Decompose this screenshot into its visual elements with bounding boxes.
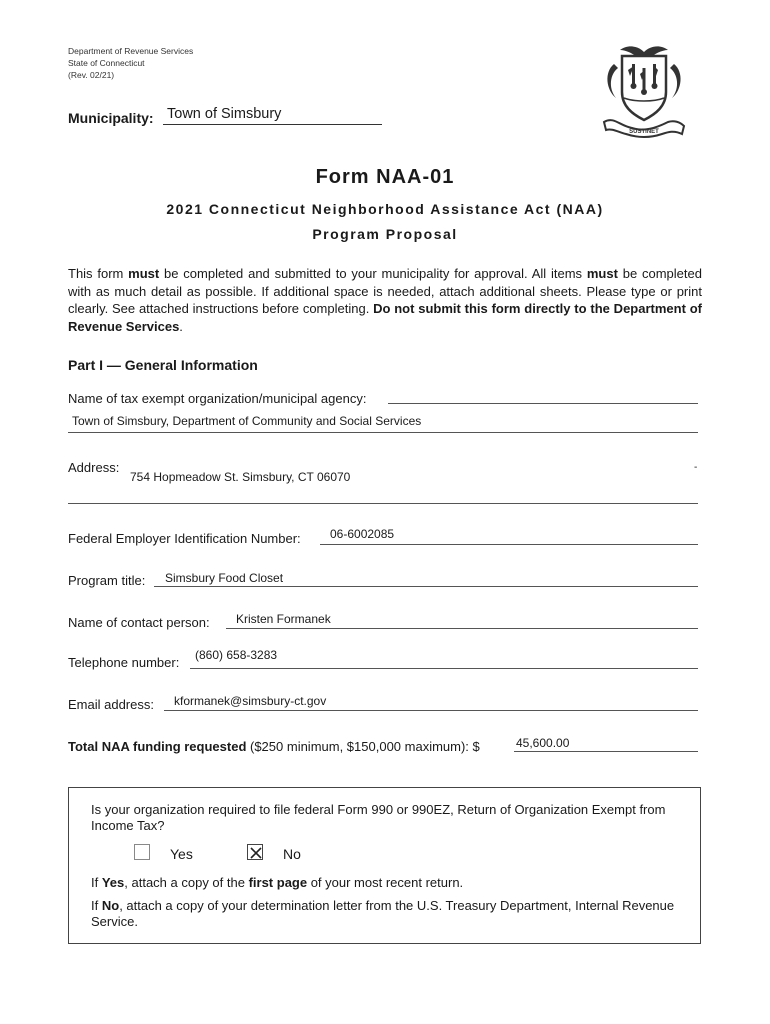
if-yes-pre: If — [91, 875, 102, 890]
funding-label-bold: Total NAA funding requested — [68, 739, 247, 754]
intro-paragraph — [68, 265, 702, 335]
municipality-label: Municipality: — [68, 110, 154, 126]
if-yes-instruction — [91, 875, 691, 891]
municipality-field[interactable]: Town of Simsbury — [167, 106, 282, 122]
contact-person-label: Name of contact person: — [68, 615, 210, 630]
agency-name: Department of Revenue Services — [68, 46, 194, 56]
fein-line — [320, 544, 698, 545]
program-title-field[interactable]: Simsbury Food Closet — [165, 571, 284, 585]
municipality-field-line — [163, 124, 382, 125]
yes-label: Yes — [170, 846, 193, 862]
fein-label: Federal Employer Identification Number: — [68, 531, 301, 546]
if-no-pre: If — [91, 898, 102, 913]
program-title-label: Program title: — [68, 573, 146, 588]
no-checkbox[interactable] — [247, 844, 263, 860]
if-no-bold: No — [101, 898, 120, 913]
telephone-label: Telephone number: — [68, 655, 180, 670]
contact-person-field[interactable]: Kristen Formanek — [236, 612, 331, 626]
intro-must-2: must — [586, 266, 618, 281]
intro-text-2: be completed and submitted to your municipality for approval. All items — [159, 266, 587, 281]
address-label: Address: — [68, 460, 120, 475]
if-no-rest: , attach a copy of your determination letter from the U.S. Treasury Department, Internal Revenue Service. — [91, 898, 675, 929]
form-subtitle-2: Program Proposal — [312, 226, 458, 242]
contact-person-line — [226, 628, 698, 629]
fein-field[interactable]: 06-6002085 — [330, 527, 395, 541]
intro-period: . — [179, 318, 183, 334]
form-990-question: Is your organization required to file federal Form 990 or 990EZ, Return of Organization Exempt from Income Tax? — [91, 802, 666, 833]
intro-warning: Do not submit this form directly to the Department of Revenue Services — [68, 301, 702, 334]
intro-must-1: must — [128, 266, 160, 281]
funding-label — [68, 739, 480, 754]
if-yes-mid: , attach a copy of the — [124, 875, 249, 890]
telephone-field[interactable]: (860) 658-3283 — [195, 648, 278, 662]
program-title-line — [154, 586, 698, 587]
form-subtitle: 2021 Connecticut Neighborhood Assistance Act (NAA) — [166, 201, 604, 217]
agency-header — [68, 45, 193, 81]
org-name-field[interactable]: Town of Simsbury, Department of Community and Social Services — [72, 414, 422, 428]
email-line — [164, 710, 698, 711]
email-field[interactable]: kformanek@simsbury-ct.gov — [174, 694, 327, 708]
state-name: State of Connecticut — [68, 58, 145, 68]
funding-label-rest: ($250 minimum, $150,000 maximum): $ — [246, 739, 480, 754]
seal-motto: SUSTINET — [629, 129, 659, 135]
yes-checkbox[interactable] — [134, 844, 150, 860]
if-yes-end: of your most recent return. — [307, 875, 464, 890]
intro-text-1: This form — [68, 266, 129, 281]
form-title: Form NAA-01 — [315, 166, 455, 188]
address-line — [68, 503, 698, 504]
if-no-instruction — [91, 898, 681, 930]
address-field[interactable]: 754 Hopmeadow St. Simsbury, CT 06070 — [130, 470, 351, 484]
intro-text-3: be completed with as much detail as possible. If additional space is needed, attach additional sheets. Please type or print clearly. See attached instructions before completing. — [68, 266, 702, 316]
org-name-line-1 — [388, 403, 698, 404]
if-yes-bold: Yes — [101, 875, 125, 890]
address-mark: - — [694, 462, 698, 473]
part-1-heading: Part I — General Information — [68, 357, 258, 373]
telephone-line — [190, 668, 698, 669]
revision-date: (Rev. 02/21) — [68, 70, 115, 80]
funding-field[interactable]: 45,600.00 — [516, 736, 570, 750]
if-yes-bold-2: first page — [248, 875, 308, 890]
no-label: No — [283, 846, 301, 862]
checkmark-x-icon — [248, 845, 264, 861]
org-name-label: Name of tax exempt organization/municipal agency: — [68, 391, 367, 406]
email-label: Email address: — [68, 697, 154, 712]
connecticut-state-seal-icon — [598, 42, 690, 138]
org-name-line-2 — [68, 432, 698, 433]
funding-line — [514, 751, 698, 752]
